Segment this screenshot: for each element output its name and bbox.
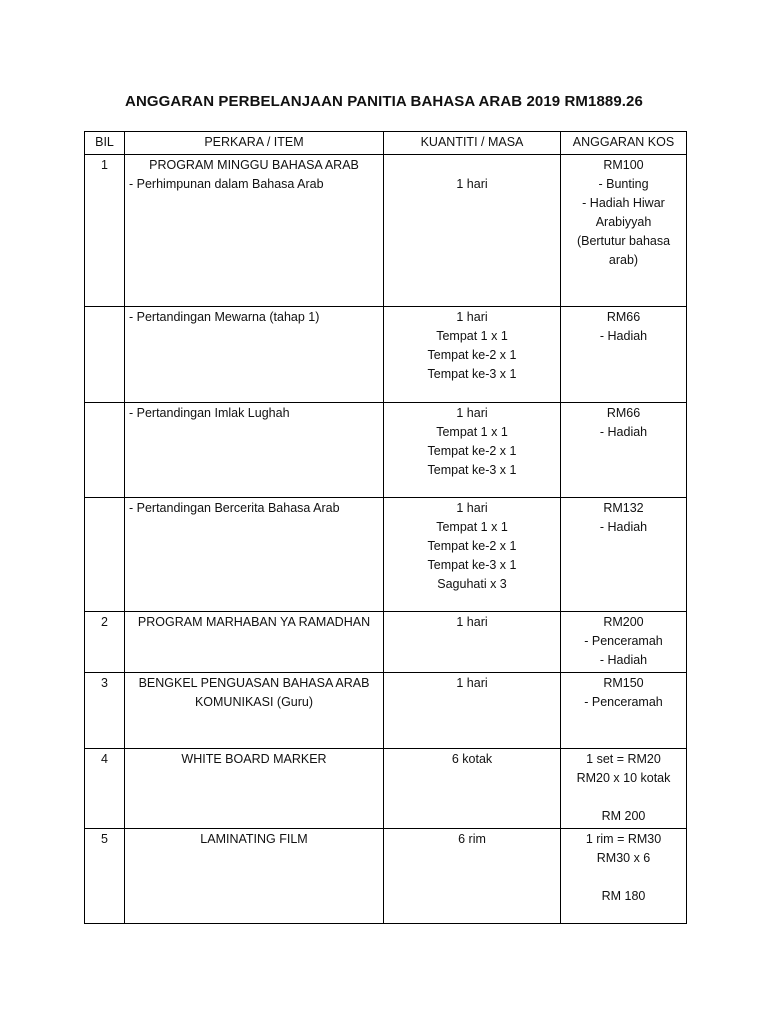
row-quantity [384, 829, 561, 924]
quantity-line: Tempat ke-2 x 1 [427, 348, 517, 362]
cost-line: RM132 [603, 501, 644, 515]
cost-line: RM 180 [601, 889, 646, 903]
cost-line: - Hadiah [599, 520, 648, 534]
table-row [85, 403, 687, 498]
row-cost [561, 612, 687, 673]
row-item [125, 307, 384, 403]
table-row [85, 673, 687, 749]
row-cost [561, 749, 687, 829]
cost-line: - Hadiah [599, 329, 648, 343]
cost-line: RM100 [603, 158, 644, 172]
cost-line: Arabiyyah [595, 215, 652, 229]
row-item [125, 403, 384, 498]
quantity-line: 1 hari [456, 676, 488, 690]
cost-line: 1 rim = RM30 [585, 832, 662, 846]
cost-line: RM150 [603, 676, 644, 690]
cost-line: 1 set = RM20 [586, 752, 661, 766]
cost-line: arab) [608, 253, 639, 267]
quantity-line: 1 hari [456, 615, 488, 629]
quantity-line: 1 hari [456, 310, 488, 324]
table-header-row [85, 132, 687, 155]
row-item [125, 155, 384, 307]
cost-line: RM200 [603, 615, 644, 629]
quantity-line: Tempat 1 x 1 [436, 425, 508, 439]
item-line: - Pertandingan Imlak Lughah [129, 406, 290, 420]
cost-line: - Hadiah [599, 425, 648, 439]
item-line: LAMINATING FILM [200, 832, 308, 846]
row-quantity [384, 403, 561, 498]
item-line: PROGRAM MARHABAN YA RAMADHAN [137, 615, 371, 629]
document-title: ANGGARAN PERBELANJAAN PANITIA BAHASA ARAB 2019 RM1889.26 [125, 93, 643, 110]
quantity-line [388, 156, 556, 175]
row-bil [85, 498, 125, 612]
item-line: - Pertandingan Mewarna (tahap 1) [129, 310, 320, 324]
row-bil: 5 [85, 829, 125, 924]
row-item [125, 673, 384, 749]
cost-line: RM 200 [601, 809, 646, 823]
row-quantity [384, 155, 561, 307]
item-line: WHITE BOARD MARKER [181, 752, 327, 766]
header-item: PERKARA / ITEM [125, 132, 384, 155]
cost-line: - Penceramah [584, 695, 663, 709]
row-bil [85, 403, 125, 498]
table-row [85, 829, 687, 924]
quantity-line: Tempat ke-2 x 1 [427, 444, 517, 458]
row-cost [561, 829, 687, 924]
header-cost: ANGGARAN KOS [561, 132, 687, 155]
budget-table [84, 131, 687, 924]
cost-line: RM66 [606, 310, 641, 324]
quantity-line: Tempat ke-3 x 1 [427, 463, 517, 477]
cost-line: - Bunting [598, 177, 649, 191]
cost-line [565, 788, 682, 807]
table-row [85, 749, 687, 829]
row-cost [561, 403, 687, 498]
cost-line: RM66 [606, 406, 641, 420]
quantity-line: 1 hari [456, 406, 488, 420]
quantity-line: Tempat ke-3 x 1 [427, 558, 517, 572]
quantity-line: 6 kotak [451, 752, 493, 766]
table-row [85, 307, 687, 403]
quantity-line: 6 rim [458, 832, 486, 846]
item-line: - Perhimpunan dalam Bahasa Arab [129, 177, 324, 191]
row-bil: 3 [85, 673, 125, 749]
row-quantity [384, 673, 561, 749]
quantity-line: 1 hari [456, 177, 488, 191]
row-cost [561, 673, 687, 749]
row-item [125, 749, 384, 829]
quantity-line: 1 hari [456, 501, 488, 515]
row-bil: 1 [85, 155, 125, 307]
table-row [85, 155, 687, 307]
table-row [85, 498, 687, 612]
cost-line [565, 868, 682, 887]
cost-line: RM30 x 6 [596, 851, 651, 865]
quantity-line: Tempat 1 x 1 [436, 520, 508, 534]
row-cost [561, 307, 687, 403]
table-row [85, 612, 687, 673]
item-line: KOMUNIKASI (Guru) [194, 695, 314, 709]
header-quantity: KUANTITI / MASA [384, 132, 561, 155]
row-quantity [384, 749, 561, 829]
row-bil [85, 307, 125, 403]
cost-line: RM20 x 10 kotak [576, 771, 671, 785]
cost-line: (Bertutur bahasa [576, 234, 671, 248]
item-line: PROGRAM MINGGU BAHASA ARAB [149, 158, 359, 172]
cost-line: - Penceramah [584, 634, 663, 648]
row-bil: 4 [85, 749, 125, 829]
quantity-line: Tempat 1 x 1 [436, 329, 508, 343]
item-line: BENGKEL PENGUASAN BAHASA ARAB [138, 676, 370, 690]
quantity-line: Tempat ke-3 x 1 [427, 367, 517, 381]
row-item [125, 829, 384, 924]
quantity-line: Saguhati x 3 [437, 577, 507, 591]
cost-line: - Hadiah [599, 653, 648, 667]
row-quantity [384, 307, 561, 403]
row-cost [561, 498, 687, 612]
row-quantity [384, 498, 561, 612]
row-bil: 2 [85, 612, 125, 673]
quantity-line: Tempat ke-2 x 1 [427, 539, 517, 553]
row-item [125, 612, 384, 673]
row-quantity [384, 612, 561, 673]
cost-line: - Hadiah Hiwar [582, 196, 665, 210]
header-bil: BIL [85, 132, 125, 155]
row-item [125, 498, 384, 612]
item-line: - Pertandingan Bercerita Bahasa Arab [129, 501, 340, 515]
row-cost [561, 155, 687, 307]
